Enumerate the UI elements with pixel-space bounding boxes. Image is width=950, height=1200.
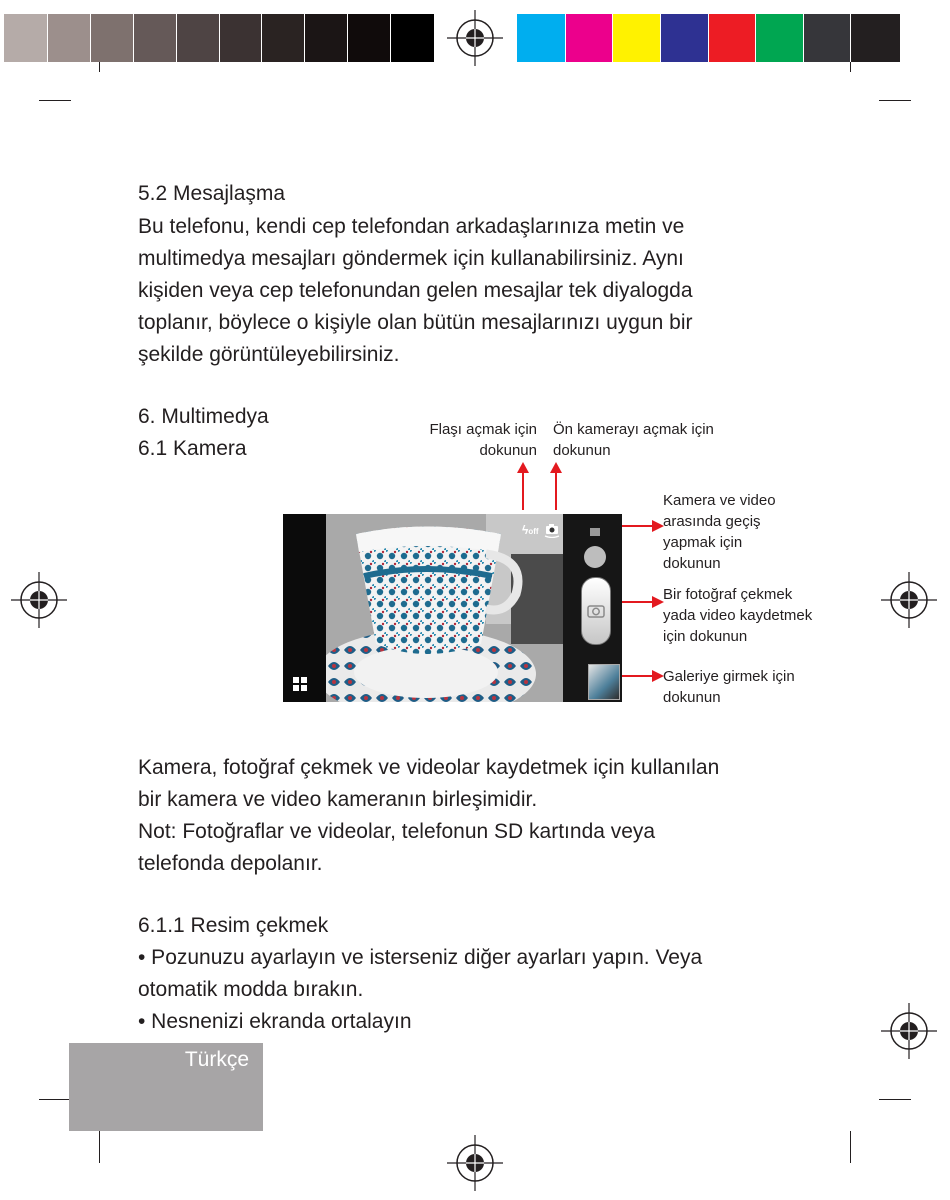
crop-mark <box>39 100 71 101</box>
color-swatch <box>803 14 852 62</box>
switch-callout-arrow <box>622 519 664 533</box>
camera-right-panel <box>563 514 622 702</box>
shutter-callout-arrow <box>622 595 664 609</box>
cmyk-color-bar <box>517 14 898 62</box>
section-5-2-heading: 5.2 Mesajlaşma <box>138 182 286 205</box>
video-mode-icon[interactable] <box>590 528 600 536</box>
color-swatch <box>517 14 565 62</box>
crop-mark <box>99 1131 100 1163</box>
section-6-1-1-heading: 6.1.1 Resim çekmek <box>138 914 329 937</box>
crop-mark <box>39 1099 71 1100</box>
color-swatch <box>133 14 177 62</box>
switch-callout-line: arasında geçiş <box>663 513 761 530</box>
shutter-callout-line: yada video kaydetmek <box>663 607 813 624</box>
color-swatch <box>4 14 47 62</box>
crop-mark <box>879 1099 911 1100</box>
color-swatch <box>347 14 391 62</box>
switch-callout-line: Kamera ve video <box>663 492 776 509</box>
crop-mark <box>879 100 911 101</box>
shutter-camera-icon <box>587 603 605 619</box>
note-line: telefonda depolanır. <box>138 852 323 875</box>
color-swatch <box>850 14 899 62</box>
color-swatch <box>565 14 614 62</box>
shutter-callout-line: Bir fotoğraf çekmek <box>663 586 793 603</box>
paragraph-line: şekilde görüntüleyebilirsiniz. <box>138 343 400 366</box>
switch-callout-line: yapmak için <box>663 534 743 551</box>
crop-mark <box>99 62 100 72</box>
color-swatch <box>304 14 348 62</box>
flash-callout-line: dokunun <box>479 442 537 459</box>
cup-and-saucer-photo <box>326 514 563 702</box>
note-line: Not: Fotoğraflar ve videolar, telefonun SD kartında veya <box>138 820 656 843</box>
color-swatch <box>755 14 804 62</box>
bullet-line: • Nesnenizi ekranda ortalayın <box>138 1010 412 1033</box>
paragraph-line: Kamera, fotoğraf çekmek ve videolar kaydetmek için kullanılan <box>138 756 720 779</box>
gallery-callout-arrow <box>622 669 664 683</box>
registration-mark <box>11 572 67 628</box>
language-tab <box>69 1043 263 1131</box>
color-swatch <box>219 14 263 62</box>
paragraph-line: toplanır, böylece o kişiyle olan bütün mesajlarınızı uygun bir <box>138 311 693 334</box>
camera-rotate-icon[interactable] <box>544 522 560 538</box>
color-swatch <box>708 14 757 62</box>
color-swatch <box>176 14 220 62</box>
gray-color-bar <box>4 14 433 62</box>
grid-menu-icon[interactable] <box>293 677 307 691</box>
camera-viewfinder <box>326 514 563 702</box>
camera-screenshot <box>283 514 622 702</box>
gallery-thumbnail[interactable] <box>588 664 620 700</box>
section-6-heading: 6. Multimedya <box>138 405 269 428</box>
paragraph-line: bir kamera ve video kameranın birleşimidir. <box>138 788 538 811</box>
bullet-line: • Pozunuzu ayarlayın ve isterseniz diğer ayarları yapın. Veya <box>138 946 703 969</box>
paragraph-line: multimedya mesajları göndermek için kullanabilirsiniz. Aynı <box>138 247 684 270</box>
shutter-button[interactable] <box>581 577 611 645</box>
color-swatch <box>47 14 91 62</box>
color-swatch <box>660 14 709 62</box>
camera-icon[interactable] <box>584 546 606 568</box>
registration-mark <box>881 1003 937 1059</box>
gallery-callout-line: dokunun <box>663 689 721 706</box>
color-swatch <box>90 14 134 62</box>
section-6-1-heading: 6.1 Kamera <box>138 437 247 460</box>
registration-mark <box>447 10 503 66</box>
flash-callout-line: Flaşı açmak için <box>429 421 537 438</box>
registration-mark <box>447 1135 503 1191</box>
paragraph-line: Bu telefonu, kendi cep telefondan arkadaşlarınıza metin ve <box>138 215 685 238</box>
front-camera-callout-arrow <box>549 462 563 512</box>
flash-off-icon[interactable]: ϟoff <box>522 523 539 537</box>
registration-mark <box>881 572 937 628</box>
camera-left-panel <box>283 514 326 702</box>
crop-mark <box>850 62 851 72</box>
crop-mark <box>850 1131 851 1163</box>
color-swatch <box>612 14 661 62</box>
gallery-callout-line: Galeriye girmek için <box>663 668 795 685</box>
paragraph-line: kişiden veya cep telefonundan gelen mesajlar tek diyalogda <box>138 279 693 302</box>
flash-callout-arrow <box>516 462 530 512</box>
shutter-callout-line: için dokunun <box>663 628 748 645</box>
color-swatch <box>261 14 305 62</box>
front-camera-callout-line: Ön kamerayı açmak için <box>553 421 714 438</box>
bullet-line: otomatik modda bırakın. <box>138 978 364 1001</box>
switch-callout-line: dokunun <box>663 555 721 572</box>
language-label: Türkçe <box>184 1048 249 1071</box>
front-camera-callout-line: dokunun <box>553 442 611 459</box>
color-swatch <box>390 14 434 62</box>
